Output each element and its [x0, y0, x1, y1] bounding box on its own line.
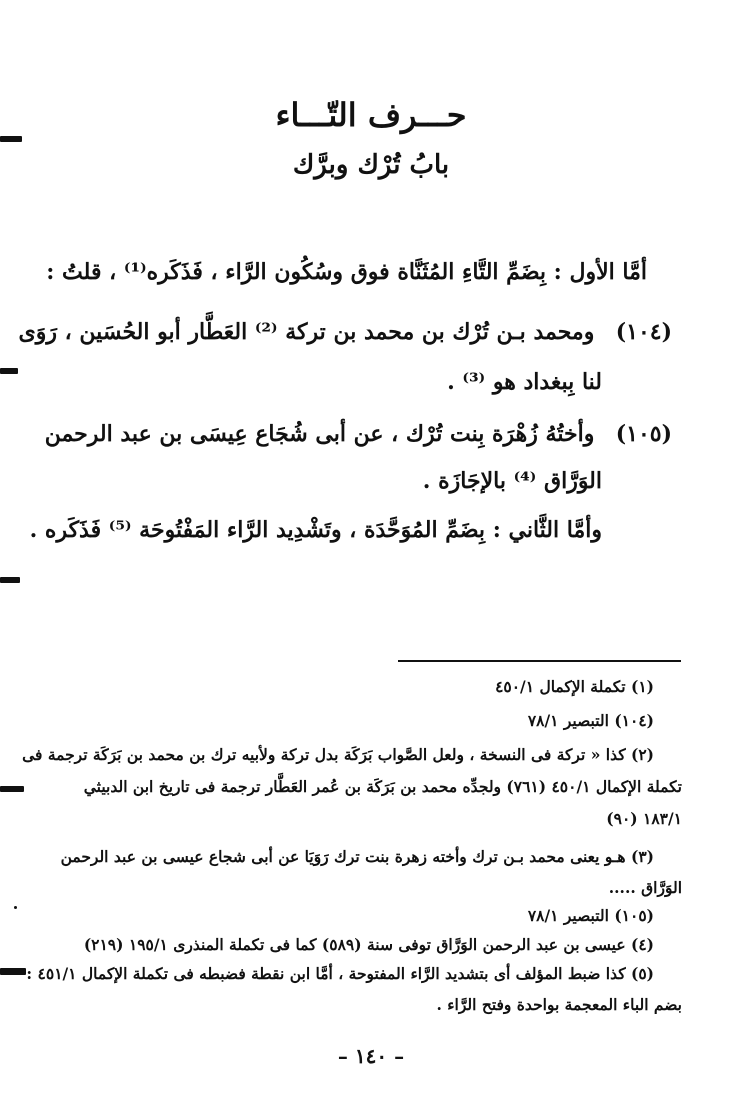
- footnote-divider: [398, 660, 681, 662]
- chapter-title: حـــرف التّـــاء: [275, 96, 467, 134]
- footnote-2-continuation: ١٨٣/١ (٩٠): [606, 809, 682, 828]
- section-title: بابُ تُرْك وبرَّك: [292, 150, 450, 180]
- entry-number: (١٠٤): [615, 319, 672, 345]
- footnote-1: (١) تكملة الإكمال ٤٥٠/١: [495, 677, 654, 696]
- margin-mark: [0, 368, 18, 374]
- entry-text: ومحمد بـن تُرْك بن محمد بن تركة ⁽²⁾ العَطَّار أبو الحُسَين ، رَوَى: [18, 319, 595, 345]
- margin-mark: [0, 577, 20, 583]
- margin-mark: [0, 968, 26, 975]
- footnote-2: (٢) كذا « تركة فى النسخة ، ولعل الصَّواب بَرَكَة بدل تركة ولأبيه ترك بن محمد بن بَرَكَة ترجمة فى: [22, 745, 654, 764]
- reference-105: (١٠٥) التبصير ٧٨/١: [527, 906, 654, 925]
- footnote-3-continuation: الوَرَّاق .....: [608, 878, 682, 897]
- reference-104: (١٠٤) التبصير ٧٨/١: [527, 711, 654, 730]
- entry-105-continuation: الوَرَّاق ⁽⁴⁾ بالإجَازَة .: [422, 468, 602, 494]
- page-number: – ١٤٠ –: [337, 1044, 405, 1068]
- entry-text: وأختُهُ زُهْرَة بِنت تُرْك ، عن أبى شُجَاع عِيسَى بن عبد الرحمن: [44, 421, 595, 447]
- margin-mark: [0, 136, 22, 142]
- entry-104-continuation: لنا بِبغداد هو ⁽³⁾ .: [447, 369, 602, 395]
- body-line-second: وأمَّا الثَّاني : بِضَمِّ المُوَحَّدَة ، وتَشْدِيد الرَّاء المَفْتُوحَة ⁽⁵⁾ فَذَكَره .: [29, 517, 602, 543]
- footnote-4: (٤) عيسى بن عبد الرحمن الوَرَّاق توفى سنة (٥٨٩) كما فى تكملة المنذرى ١٩٥/١ (٢١٩): [83, 935, 654, 954]
- entry-105: [44, 419, 672, 449]
- footnote-3: (٣) هـو يعنى محمد بـن ترك وأخته زهرة بنت ترك رَوَيَا عن أبى شجاع عيسى بن عبد الرحمن: [60, 847, 654, 866]
- body-line-intro: أمَّا الأول : بِضَمِّ التَّاءِ المُثَنَّاة فوق وسُكُون الرَّاء ، فَذَكَره⁽¹⁾ ، قلتُ :: [46, 259, 647, 285]
- footnote-5: (٥) كذا ضبط المؤلف أى بتشديد الرَّاء المفتوحة ، أمَّا ابن نقطة فضبطه فى تكملة الإكمال ٤٥١/١ :: [26, 964, 654, 983]
- entry-104: [18, 317, 672, 347]
- footnote-5-continuation: بضم الباء المعجمة بواحدة وفتح الرَّاء .: [436, 995, 682, 1014]
- footnote-2-continuation: تكملة الإكمال ٤٥٠/١ (٧٦١) ولجدِّه محمد بن بَرَكَة بن عُمر العَطَّار ترجمة فى تاريخ ابن الدبيثي: [83, 777, 682, 796]
- scan-speck: [14, 906, 17, 909]
- margin-mark: [0, 786, 24, 792]
- entry-number: (١٠٥): [615, 421, 672, 447]
